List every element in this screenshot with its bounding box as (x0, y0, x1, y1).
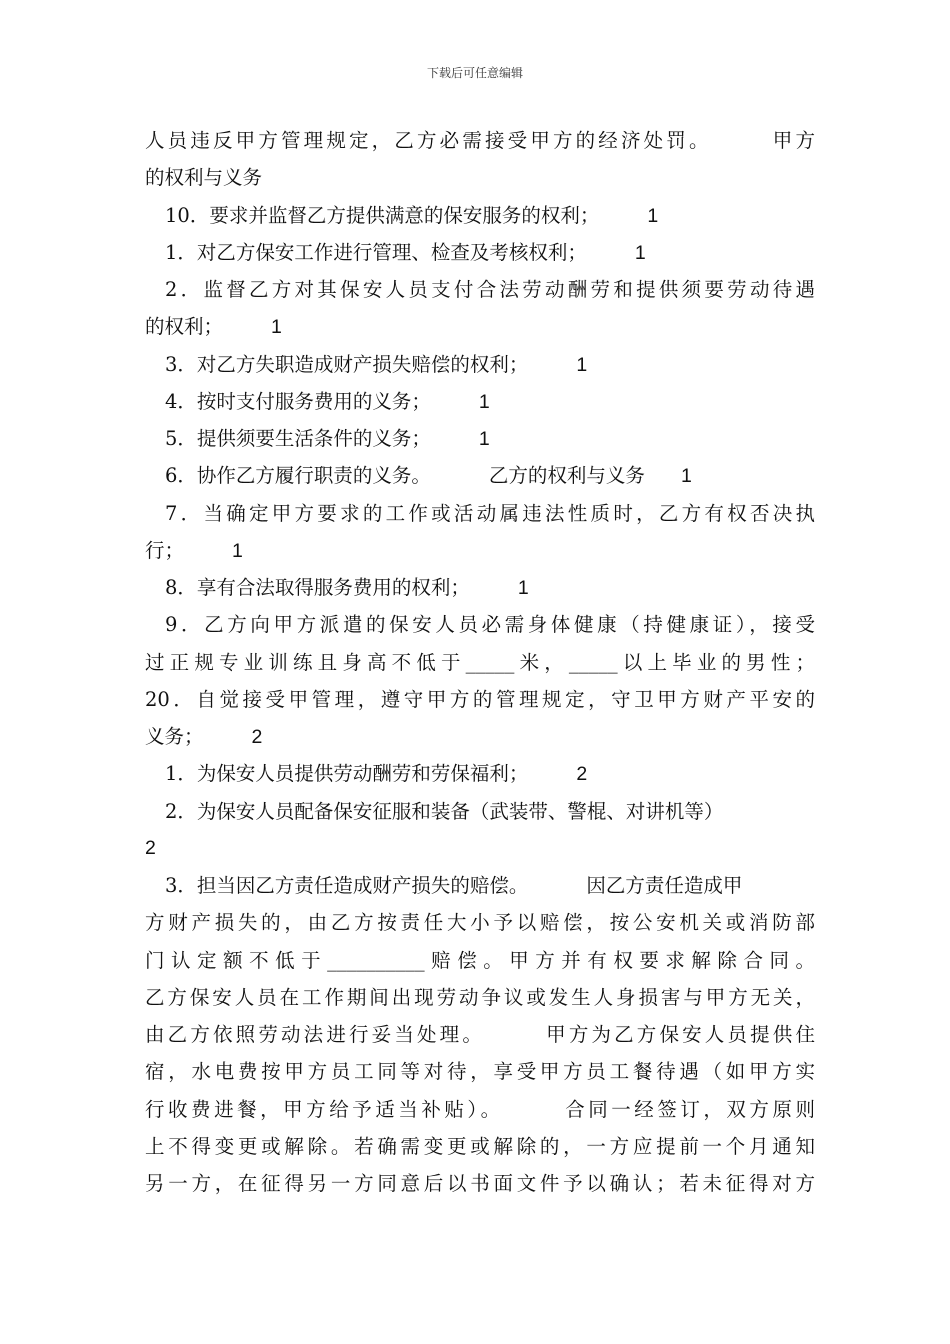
line-text: 2．为保安人员配备保安征服和装备（武装带、警棍、对讲机等） (165, 799, 724, 823)
page-ref-number: 2 (145, 836, 156, 859)
text-line (145, 793, 815, 830)
text-line (145, 383, 815, 420)
line-text: 乙方的权利与义务 (488, 464, 645, 488)
line-text: 人员违反甲方管理规定，乙方必需接受甲方的经济处罚。 (145, 129, 712, 152)
text-line (145, 1165, 815, 1202)
text-line (145, 644, 815, 681)
text-line (145, 197, 815, 234)
line-text: 10．要求并监督乙方提供满意的保安服务的权利； (165, 203, 600, 227)
line-text: 20．自觉接受甲管理，遵守甲方的管理规定，守卫甲方财产平安的 (145, 687, 815, 711)
text-line (145, 1128, 815, 1165)
text-line (145, 234, 815, 271)
line-text: 1．为保安人员提供劳动酬劳和劳保福利； (165, 762, 529, 786)
line-text: 3．对乙方失职造成财产损失赔偿的权利； (165, 352, 529, 376)
line-text: 宿，水电费按甲方员工同等对待，享受甲方员工餐待遇（如甲方实 (145, 1060, 815, 1084)
page-ref-number: 1 (517, 577, 529, 599)
document-body (145, 122, 815, 1202)
page-ref-number: 2 (251, 726, 263, 748)
page-ref-number: 2 (576, 763, 588, 786)
text-line (145, 1053, 815, 1090)
text-line (145, 420, 815, 457)
line-text: 7．当确定甲方要求的工作或活动属违法性质时，乙方有权否决执 (165, 501, 815, 525)
line-text: 5．提供须要生活条件的义务； (165, 427, 431, 450)
line-text: 义务； (145, 725, 204, 748)
text-line (145, 271, 815, 308)
line-text: 行收费进餐，甲方给予适当补贴）。 (145, 1097, 504, 1121)
text-line (145, 308, 815, 345)
text-line (145, 1016, 815, 1053)
line-text: 因乙方责任造成甲 (586, 874, 743, 897)
line-text: 甲方 (769, 129, 815, 152)
text-line (145, 346, 815, 383)
text-line (145, 159, 815, 196)
page-header: 下载后可任意编辑 (426, 66, 523, 80)
page-ref-number: 1 (647, 204, 659, 227)
text-line (145, 606, 815, 643)
text-line (145, 495, 815, 532)
line-text: 的权利与义务 (145, 166, 263, 190)
line-text: 行； (145, 538, 185, 562)
line-text: 3．担当因乙方责任造成财产损失的赔偿。 (165, 874, 529, 897)
text-line (145, 979, 815, 1016)
line-text: 甲方为乙方保安人员提供住 (542, 1023, 815, 1046)
page-ref-number: 1 (232, 539, 243, 562)
line-text: 4．按时支付服务费用的义务； (165, 389, 431, 413)
text-line (145, 569, 815, 606)
line-text: 合同一经签订，双方原则 (561, 1097, 815, 1121)
line-text: 上不得变更或解除。若确需变更或解除的，一方应提前一个月通知 (145, 1134, 815, 1158)
page-ref-number: 1 (680, 465, 692, 488)
page-ref-number: 1 (576, 353, 588, 376)
line-text: 2．监督乙方对其保安人员支付合法劳动酬劳和提供须要劳动待遇 (165, 278, 815, 301)
line-text: 过正规专业训练且身高不低于_____米，_____以上毕业的男性； (145, 650, 815, 674)
text-line (145, 457, 815, 494)
text-line (145, 1091, 815, 1128)
page-ref-number: 1 (478, 428, 490, 450)
line-text: 乙方保安人员在工作期间出现劳动争议或发生人身损害与甲方无关， (145, 985, 815, 1009)
line-text: 9．乙方向甲方派遣的保安人员必需身体健康（持健康证），接受 (165, 613, 815, 637)
text-line (145, 830, 815, 867)
line-text: 1．对乙方保安工作进行管理、检查及考核权利； (165, 240, 587, 264)
text-line (145, 122, 815, 159)
line-text: 方财产损失的，由乙方按责任大小予以赔偿，按公安机关或消防部 (145, 911, 815, 935)
text-line (145, 904, 815, 941)
page-ref-number: 1 (271, 316, 282, 339)
page-ref-number: 1 (634, 241, 646, 264)
line-text: 8．享有合法取得服务费用的权利； (165, 576, 470, 599)
page-ref-number: 1 (478, 390, 490, 413)
line-text: 的权利； (145, 315, 224, 339)
text-line (145, 718, 815, 755)
text-line (145, 755, 815, 792)
line-text: 由乙方依照劳动法进行妥当处理。 (145, 1023, 485, 1046)
text-line (145, 532, 815, 569)
line-text: 6．协作乙方履行职责的义务。 (165, 464, 431, 488)
text-line (145, 681, 815, 718)
text-line (145, 867, 815, 904)
line-text: 另一方，在征得另一方同意后以书面文件予以确认；若未征得对方 (145, 1172, 815, 1195)
line-text: 门认定额不低于__________赔偿。甲方并有权要求解除合同。 (145, 948, 815, 972)
text-line (145, 942, 815, 979)
